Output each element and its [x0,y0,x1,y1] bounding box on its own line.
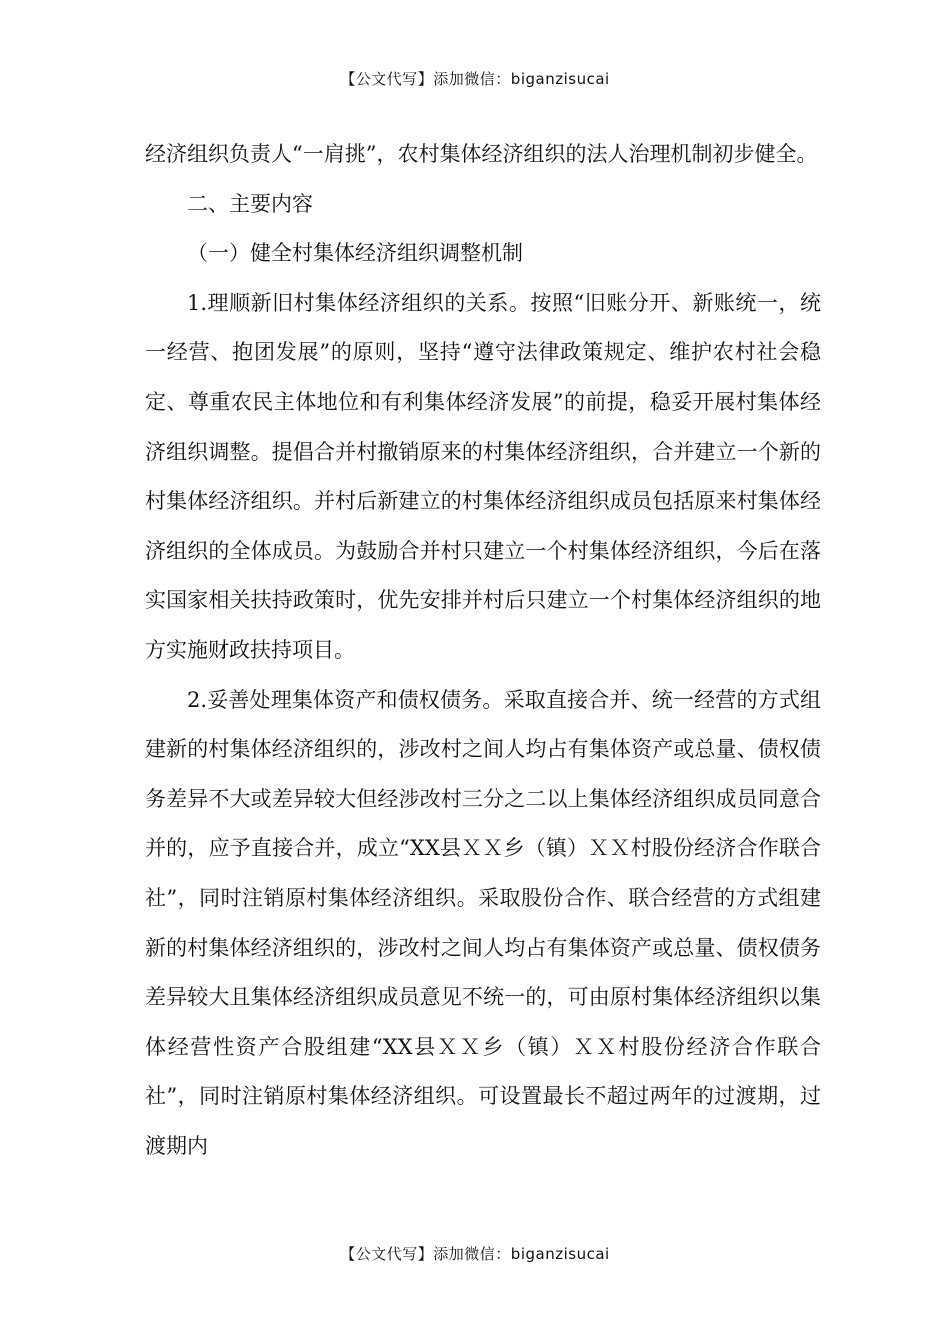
paragraph-continuation: 经济组织负责人“一肩挑”，农村集体经济组织的法人治理机制初步健全。 [145,142,818,166]
page-header: 【公文代写】添加微信：biganzisucai [340,70,610,88]
page-footer: 【公文代写】添加微信：biganzisucai [340,1245,610,1263]
paragraph-item-2: 2.妥善处理集体资产和债权债务。采取直接合并、统一经营的方式组建新的村集体经济组织的，涉改村之间人均占有集体资产或总量、债权债务差异不大或差异较大但经涉改村三分之二以上集体经济组织成员同意合并的，应予直接合并，成立“XX县ＸＸ乡（镇）ＸＸ村股份经济合作联合社”，同时注销原村集体经济组织。采取股份合作、联合经营的方式组建新的村集体经济组织的，涉改村之间人均占有集体资产或总量、债权债务差异较大且集体经济组织成员意见不统一的，可由原村集体经济组织以集体经营性资产合股组建“XX县ＸＸ乡（镇）ＸＸ村股份经济合作联合社”，同时注销原村集体经济组织。可设置最长不超过两年的过渡期，过渡期内 [145,687,821,1158]
document-body [145,130,821,1171]
paragraph-item-1: 1.理顺新旧村集体经济组织的关系。按照“旧账分开、新账统一，统一经营、抱团发展”的原则，坚持“遵守法律政策规定、维护农村社会稳定、尊重农民主体地位和有利集体经济发展”的前提，稳妥开展村集体经济组织调整。提倡合并村撤销原来的村集体经济组织，合并建立一个新的村集体经济组织。并村后新建立的村集体经济组织成员包括原来村集体经济组织的全体成员。为鼓励合并村只建立一个村集体经济组织，今后在落实国家相关扶持政策时，优先安排并村后只建立一个村集体经济组织的地方实施财政扶持项目。 [145,290,821,662]
section-heading: 二、主要内容 [187,191,313,216]
subsection-heading: （一）健全村集体经济组织调整机制 [187,241,523,266]
